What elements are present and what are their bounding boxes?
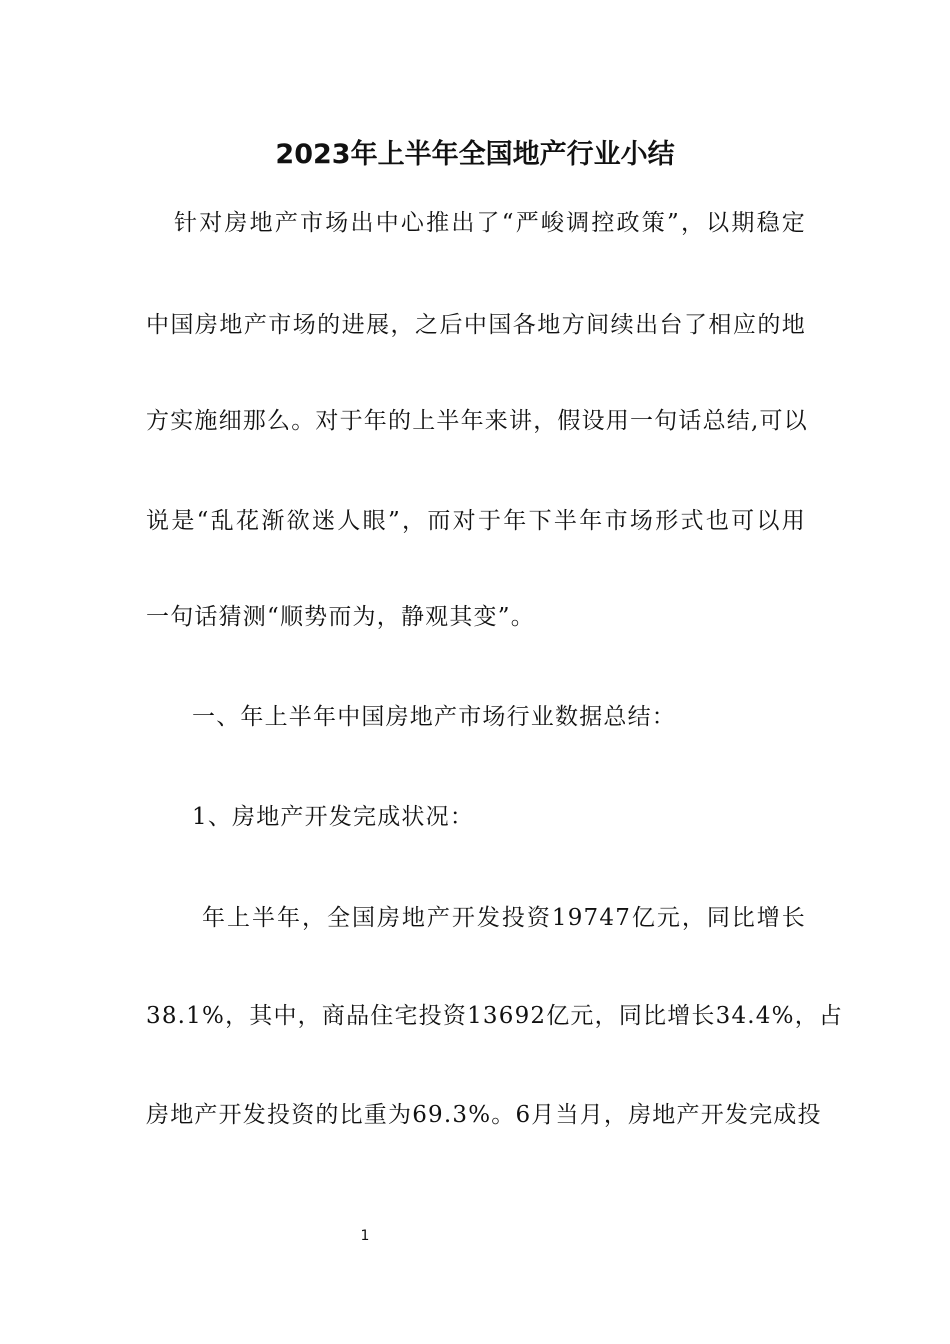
- paragraph-line: 38.1%，其中，商品住宅投资13692亿元，同比增长34.4%，占: [146, 1003, 844, 1029]
- document-title: 2023年上半年全国地产行业小结: [275, 139, 675, 170]
- page-number: 1: [360, 1228, 370, 1244]
- paragraph-line: 年上半年，全国房地产开发投资19747亿元，同比增长: [202, 905, 806, 931]
- paragraph-line: 房地产开发投资的比重为69.3%。6月当月，房地产开发完成投: [146, 1102, 822, 1128]
- subsection-heading: 1、房地产开发完成状况：: [192, 804, 475, 830]
- paragraph-line: 方实施细那么。对于年的上半年来讲，假设用一句话总结,可以: [146, 408, 808, 434]
- paragraph-line: 针对房地产市场出中心推出了“严峻调控政策”，以期稳定: [174, 210, 806, 236]
- paragraph-line: 说是“乱花渐欲迷人眼”，而对于年下半年市场形式也可以用: [146, 508, 806, 534]
- paragraph-line: 中国房地产市场的进展，之后中国各地方间续出台了相应的地: [146, 312, 806, 338]
- paragraph-line: 一句话猜测“顺势而为，静观其变”。: [146, 604, 535, 630]
- section-heading: 一、年上半年中国房地产市场行业数据总结：: [192, 704, 676, 730]
